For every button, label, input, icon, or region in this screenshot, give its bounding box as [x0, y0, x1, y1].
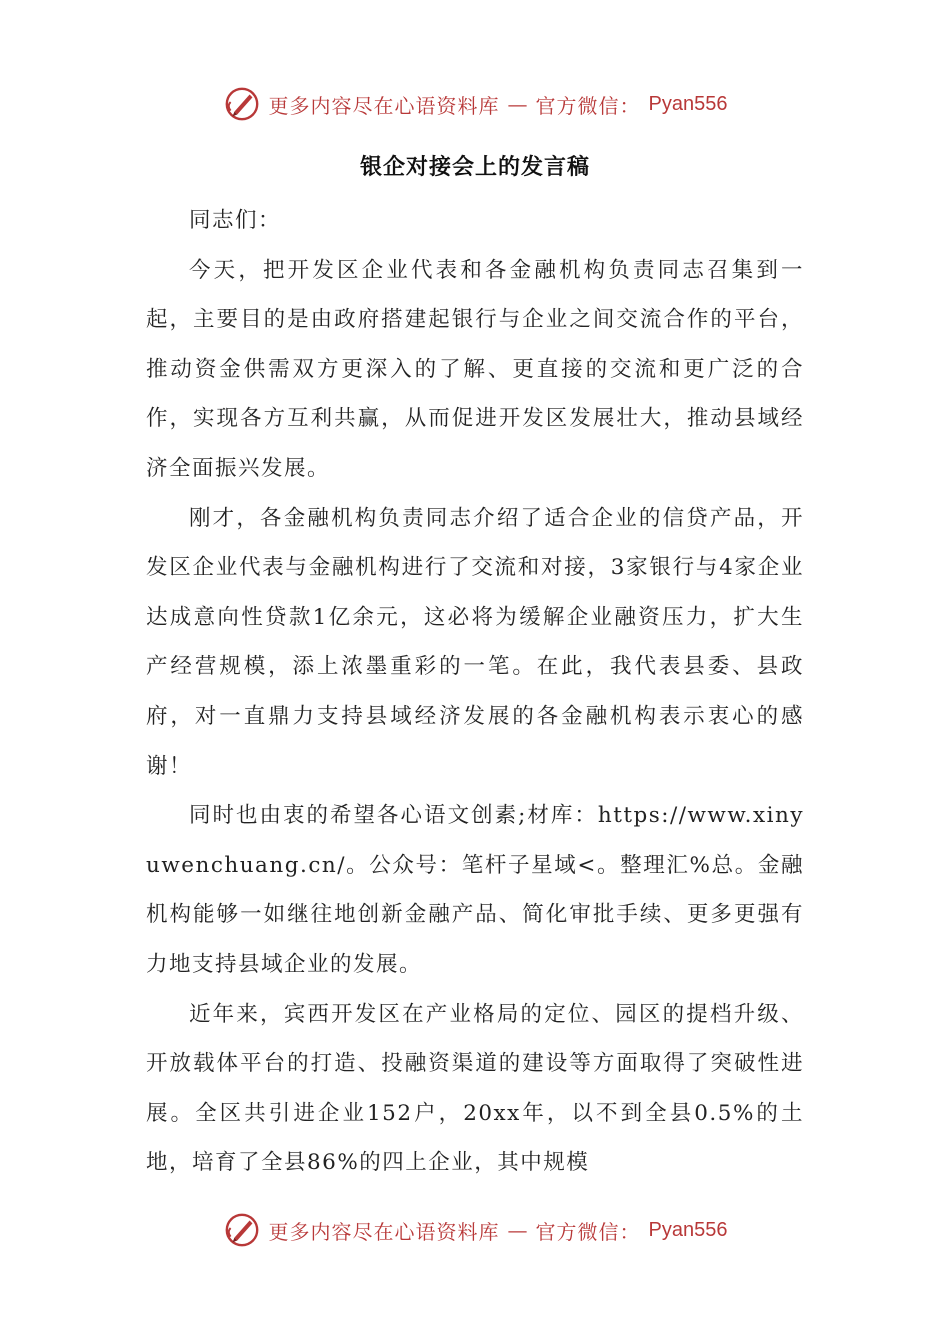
banner-dash: —	[507, 92, 528, 116]
banner-wechat-id: Pyan556	[648, 1218, 728, 1241]
banner-official-label: 官方微信：	[535, 93, 641, 118]
paragraph: 刚才，各金融机构负责同志介绍了适合企业的信贷产品，开发区企业代表与金融机构进行了交流和对接，3家银行与4家企业达成意向性贷款1亿余元，这必将为缓解企业融资压力，扩大生产经营规模，添上浓墨重彩的一笔。在此，我代表县委、县政府，对一直鼎力支持县域经济发展的各金融机构表示衷心的感谢！	[146, 505, 804, 779]
paragraph: 同时也由衷的希望各心语文创素;材库：https://www.xinyuwenchuang.cn/。公众号：笔杆子星域<。整理汇%总。金融机构能够一如继往地创新金融产品、简化审批手续、更多更强有力地支持县域企业的发展。	[146, 803, 804, 977]
banner-text: 更多内容尽在心语资料库	[268, 93, 500, 118]
document-body	[146, 196, 804, 1188]
banner-text: 更多内容尽在心语资料库	[268, 1219, 500, 1244]
footer-banner	[0, 1206, 950, 1254]
document-title: 银企对接会上的发言稿	[359, 154, 590, 180]
pen-logo-icon	[223, 1211, 261, 1249]
banner-dash: —	[507, 1218, 528, 1242]
banner-wechat-id: Pyan556	[648, 92, 728, 115]
greeting: 同志们：	[189, 208, 282, 233]
paragraph: 今天，把开发区企业代表和各金融机构负责同志召集到一起，主要目的是由政府搭建起银行与企业之间交流合作的平台，推动资金供需双方更深入的了解、更直接的交流和更广泛的合作，实现各方互利共赢，从而促进开发区发展壮大，推动县域经济全面振兴发展。	[146, 257, 804, 481]
paragraph: 近年来，宾西开发区在产业格局的定位、园区的提档升级、开放载体平台的打造、投融资渠道的建设等方面取得了突破性进展。全区共引进企业152户，20xx年，以不到全县0.5%的土地，培育了全县86%的四上企业，其中规模	[146, 1001, 804, 1176]
pen-logo-icon	[223, 85, 261, 123]
header-banner	[0, 80, 950, 128]
banner-official-label: 官方微信：	[535, 1219, 641, 1244]
